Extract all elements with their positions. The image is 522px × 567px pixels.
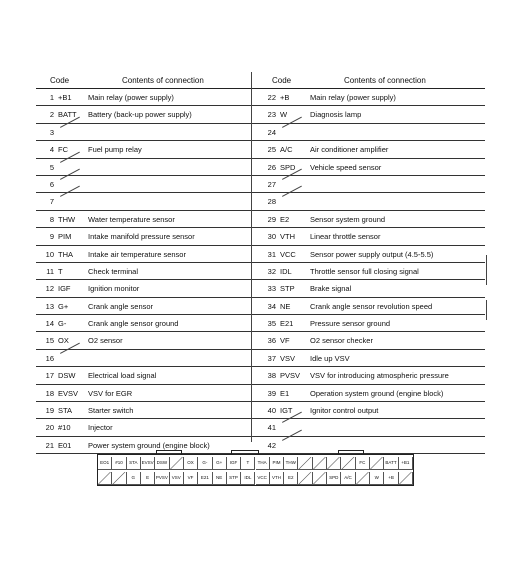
pin-number: 29 <box>267 214 276 224</box>
pin-code: OX <box>58 336 69 346</box>
pin-description: Ignitor control output <box>310 406 379 416</box>
pin-description: Check terminal <box>88 266 139 276</box>
pin-description: VSV for EGR <box>88 388 133 398</box>
table-row <box>36 402 263 419</box>
pin-description: Starter switch <box>88 406 134 416</box>
pin-description: O2 sensor checker <box>310 336 373 346</box>
connector-pin: G- <box>198 457 212 470</box>
right-header <box>258 72 485 89</box>
pin-number: 12 <box>45 284 54 294</box>
pin-number: 25 <box>267 145 276 155</box>
connector-pin <box>170 457 184 470</box>
table-row <box>36 367 263 384</box>
connector-pin: E <box>141 472 155 485</box>
connector-pin: W <box>370 472 384 485</box>
pin-number: 19 <box>45 406 54 416</box>
connector-pin: STA <box>127 457 141 470</box>
pin-description: Crank angle sensor ground <box>88 319 179 329</box>
pin-description: Water temperature sensor <box>88 214 175 224</box>
pin-description: Ignition monitor <box>88 284 140 294</box>
pin-description: Sensor system ground <box>310 214 386 224</box>
pin-description: Power system ground (engine block) <box>88 440 210 450</box>
pin-code: E21 <box>280 319 294 329</box>
table-row <box>36 193 263 210</box>
connector-pin: +B <box>384 472 398 485</box>
pin-code: VSV <box>280 353 296 363</box>
pin-number: 27 <box>267 179 276 189</box>
right-table <box>258 72 485 454</box>
table-row <box>258 124 485 141</box>
pin-number: 38 <box>267 371 276 381</box>
connector-pin: VTH <box>270 472 284 485</box>
pin-description: VSV for introducing atmospheric pressure <box>310 371 449 381</box>
code-header: Code <box>272 76 292 85</box>
table-row <box>258 367 485 384</box>
connector-pin: G+ <box>213 457 227 470</box>
connector-pin: IGF <box>227 457 241 470</box>
connector-pin <box>298 472 312 485</box>
pin-code: E1 <box>280 388 290 398</box>
pin-number: 20 <box>45 423 54 433</box>
pin-description: Battery (back-up power supply) <box>88 110 192 120</box>
contents-header: Contents of connection <box>344 76 426 85</box>
pin-number: 40 <box>267 406 276 416</box>
connector-pin: G <box>127 472 141 485</box>
pin-description: Crank angle sensor revolution speed <box>310 301 433 311</box>
table-row <box>258 332 485 349</box>
pin-number: 34 <box>267 301 276 311</box>
pin-number: 24 <box>267 127 276 137</box>
contents-header: Contents of connection <box>122 76 204 85</box>
table-row <box>36 298 263 315</box>
pin-code: T <box>58 266 63 276</box>
connector-pin: NE <box>213 472 227 485</box>
pin-number: 39 <box>267 388 276 398</box>
connector-pin: E21 <box>198 472 212 485</box>
pin-code: W <box>280 110 288 120</box>
connector-pin <box>370 457 384 470</box>
pin-description: Pressure sensor ground <box>310 319 391 329</box>
connector-pin: +B1 <box>399 457 413 470</box>
pin-code: NE <box>280 301 291 311</box>
pin-description: Main relay (power supply) <box>310 93 396 102</box>
table-row <box>258 263 485 280</box>
connector-pin: THA <box>256 457 270 470</box>
table-row <box>36 211 263 228</box>
pin-code: VCC <box>280 249 296 259</box>
pin-description: Brake signal <box>310 284 352 294</box>
pin-description: Electrical load signal <box>88 371 157 381</box>
table-row <box>258 211 485 228</box>
pin-number: 14 <box>45 319 54 329</box>
pin-code: A/C <box>280 145 293 155</box>
connector-key <box>338 450 364 455</box>
table-row <box>36 124 263 141</box>
pin-number: 35 <box>267 319 276 329</box>
table-row <box>36 437 263 454</box>
connector-pin: VF <box>184 472 198 485</box>
connector-pin: OX <box>184 457 198 470</box>
pin-description: Injector <box>88 423 113 433</box>
table-row <box>36 315 263 332</box>
pin-number: 3 <box>49 127 54 137</box>
pin-code: STA <box>58 406 73 416</box>
connector-pin <box>98 472 112 485</box>
connector-pin: EO1 <box>98 457 112 470</box>
left-header <box>36 72 263 89</box>
pin-description: Main relay (power supply) <box>88 93 174 102</box>
pin-number: 6 <box>49 179 54 189</box>
connector-pin <box>399 472 413 485</box>
pin-code: PIM <box>58 232 72 242</box>
connector-pin: #10 <box>112 457 126 470</box>
connector-pin <box>313 472 327 485</box>
table-row <box>36 385 263 402</box>
pin-number: 30 <box>267 232 276 242</box>
connector-pin: FC <box>356 457 370 470</box>
connector-pin: T <box>241 457 255 470</box>
connector-pin: THW <box>284 457 298 470</box>
connector-pin: A/C <box>341 472 355 485</box>
pin-code: THW <box>58 214 76 224</box>
pin-description: Crank angle sensor <box>88 301 154 311</box>
pin-number: 5 <box>49 162 54 172</box>
connector-pin <box>313 457 327 470</box>
pin-code: IGF <box>58 284 71 294</box>
pin-description: Fuel pump relay <box>88 145 142 155</box>
pin-number: 26 <box>267 162 276 172</box>
table-row <box>258 298 485 315</box>
connector-pin: DSW <box>155 457 169 470</box>
pin-number: 2 <box>49 110 54 120</box>
table-row <box>36 228 263 245</box>
pin-number: 17 <box>45 371 54 381</box>
pin-code: G- <box>58 319 67 329</box>
connector-pin: EVSV <box>141 457 155 470</box>
pin-code: BATT <box>58 110 77 120</box>
pin-code: FC <box>58 145 68 155</box>
pin-number: 31 <box>267 249 276 259</box>
connector-key <box>156 450 182 455</box>
left-table <box>36 72 263 454</box>
pin-number: 15 <box>45 336 54 346</box>
connector-pin: PVSV <box>155 472 169 485</box>
table-row <box>258 385 485 402</box>
pin-code: #10 <box>58 423 71 433</box>
table-row <box>258 246 485 263</box>
pin-code: E01 <box>58 440 72 450</box>
pin-code: VF <box>280 336 290 346</box>
pin-number: 21 <box>45 440 54 450</box>
connector-pin <box>112 472 126 485</box>
pin-code: IGT <box>280 406 293 416</box>
connector-pin <box>341 457 355 470</box>
pin-description: Idle up VSV <box>310 353 350 363</box>
pin-code: THA <box>58 249 73 259</box>
pin-description: Air conditioner amplifier <box>310 145 389 155</box>
pin-description: Intake manifold pressure sensor <box>88 232 195 242</box>
pin-code: PVSV <box>280 371 301 381</box>
connector-pin: E2 <box>284 472 298 485</box>
pin-description: Diagnosis lamp <box>310 110 362 120</box>
connector-pin: IDL <box>241 472 255 485</box>
connector-pin: SPD <box>327 472 341 485</box>
pin-number: 28 <box>267 197 276 207</box>
pin-number: 33 <box>267 284 276 294</box>
pin-number: 8 <box>49 214 54 224</box>
table-row <box>258 141 485 158</box>
pin-number: 37 <box>267 353 276 363</box>
table-row <box>36 263 263 280</box>
pin-number: 1 <box>49 93 54 102</box>
pin-number: 18 <box>45 388 54 398</box>
pin-code: G+ <box>58 301 69 311</box>
pin-number: 32 <box>267 266 276 276</box>
pin-code: +B <box>280 93 290 102</box>
connector-pin: STP <box>227 472 241 485</box>
pin-description: Throttle sensor full closing signal <box>310 266 419 276</box>
table-row <box>258 315 485 332</box>
pin-number: 36 <box>267 336 276 346</box>
table-row <box>258 228 485 245</box>
right-edge-mark <box>486 255 487 285</box>
connector-pin <box>298 457 312 470</box>
pin-code: VTH <box>280 232 295 242</box>
connector-key <box>231 450 259 455</box>
table-row <box>36 246 263 263</box>
table-row <box>36 280 263 297</box>
pin-description: Vehicle speed sensor <box>310 162 382 172</box>
connector-pin <box>356 472 370 485</box>
table-row <box>36 350 263 367</box>
pin-number: 4 <box>49 145 54 155</box>
connector-pin: PIM <box>270 457 284 470</box>
table-row <box>258 437 485 454</box>
pin-code: +B1 <box>58 93 72 102</box>
table-row <box>36 419 263 436</box>
pin-number: 41 <box>267 423 276 433</box>
pin-number: 7 <box>49 197 54 207</box>
table-row <box>258 89 485 106</box>
table-row <box>258 193 485 210</box>
pin-number: 22 <box>267 93 276 102</box>
pin-code: DSW <box>58 371 76 381</box>
pin-description: O2 sensor <box>88 336 123 346</box>
pin-number: 13 <box>45 301 54 311</box>
connector-pin: VCC <box>256 472 270 485</box>
pin-description: Linear throttle sensor <box>310 232 381 242</box>
connector-pin: VSV <box>170 472 184 485</box>
connector-pin: BATT <box>384 457 398 470</box>
pin-number: 42 <box>267 440 276 450</box>
code-header: Code <box>50 76 70 85</box>
pin-description: Intake air temperature sensor <box>88 249 186 259</box>
pin-number: 10 <box>45 249 54 259</box>
pin-number: 9 <box>49 232 54 242</box>
table-row <box>36 89 263 106</box>
pin-code: STP <box>280 284 295 294</box>
pin-number: 16 <box>45 353 54 363</box>
pin-description: Sensor power supply output (4.5-5.5) <box>310 249 434 259</box>
ecu-connector-diagram <box>97 454 414 486</box>
connector-pin <box>327 457 341 470</box>
table-row <box>258 280 485 297</box>
pin-code: EVSV <box>58 388 79 398</box>
pin-number: 11 <box>46 266 54 276</box>
pin-code: SPD <box>280 162 296 172</box>
right-edge-mark <box>486 300 487 320</box>
pin-code: E2 <box>280 214 290 224</box>
pin-number: 23 <box>267 110 276 120</box>
table-row <box>258 350 485 367</box>
pin-description: Operation system ground (engine block) <box>310 388 444 398</box>
center-divider <box>251 72 252 442</box>
pin-code: IDL <box>280 266 292 276</box>
